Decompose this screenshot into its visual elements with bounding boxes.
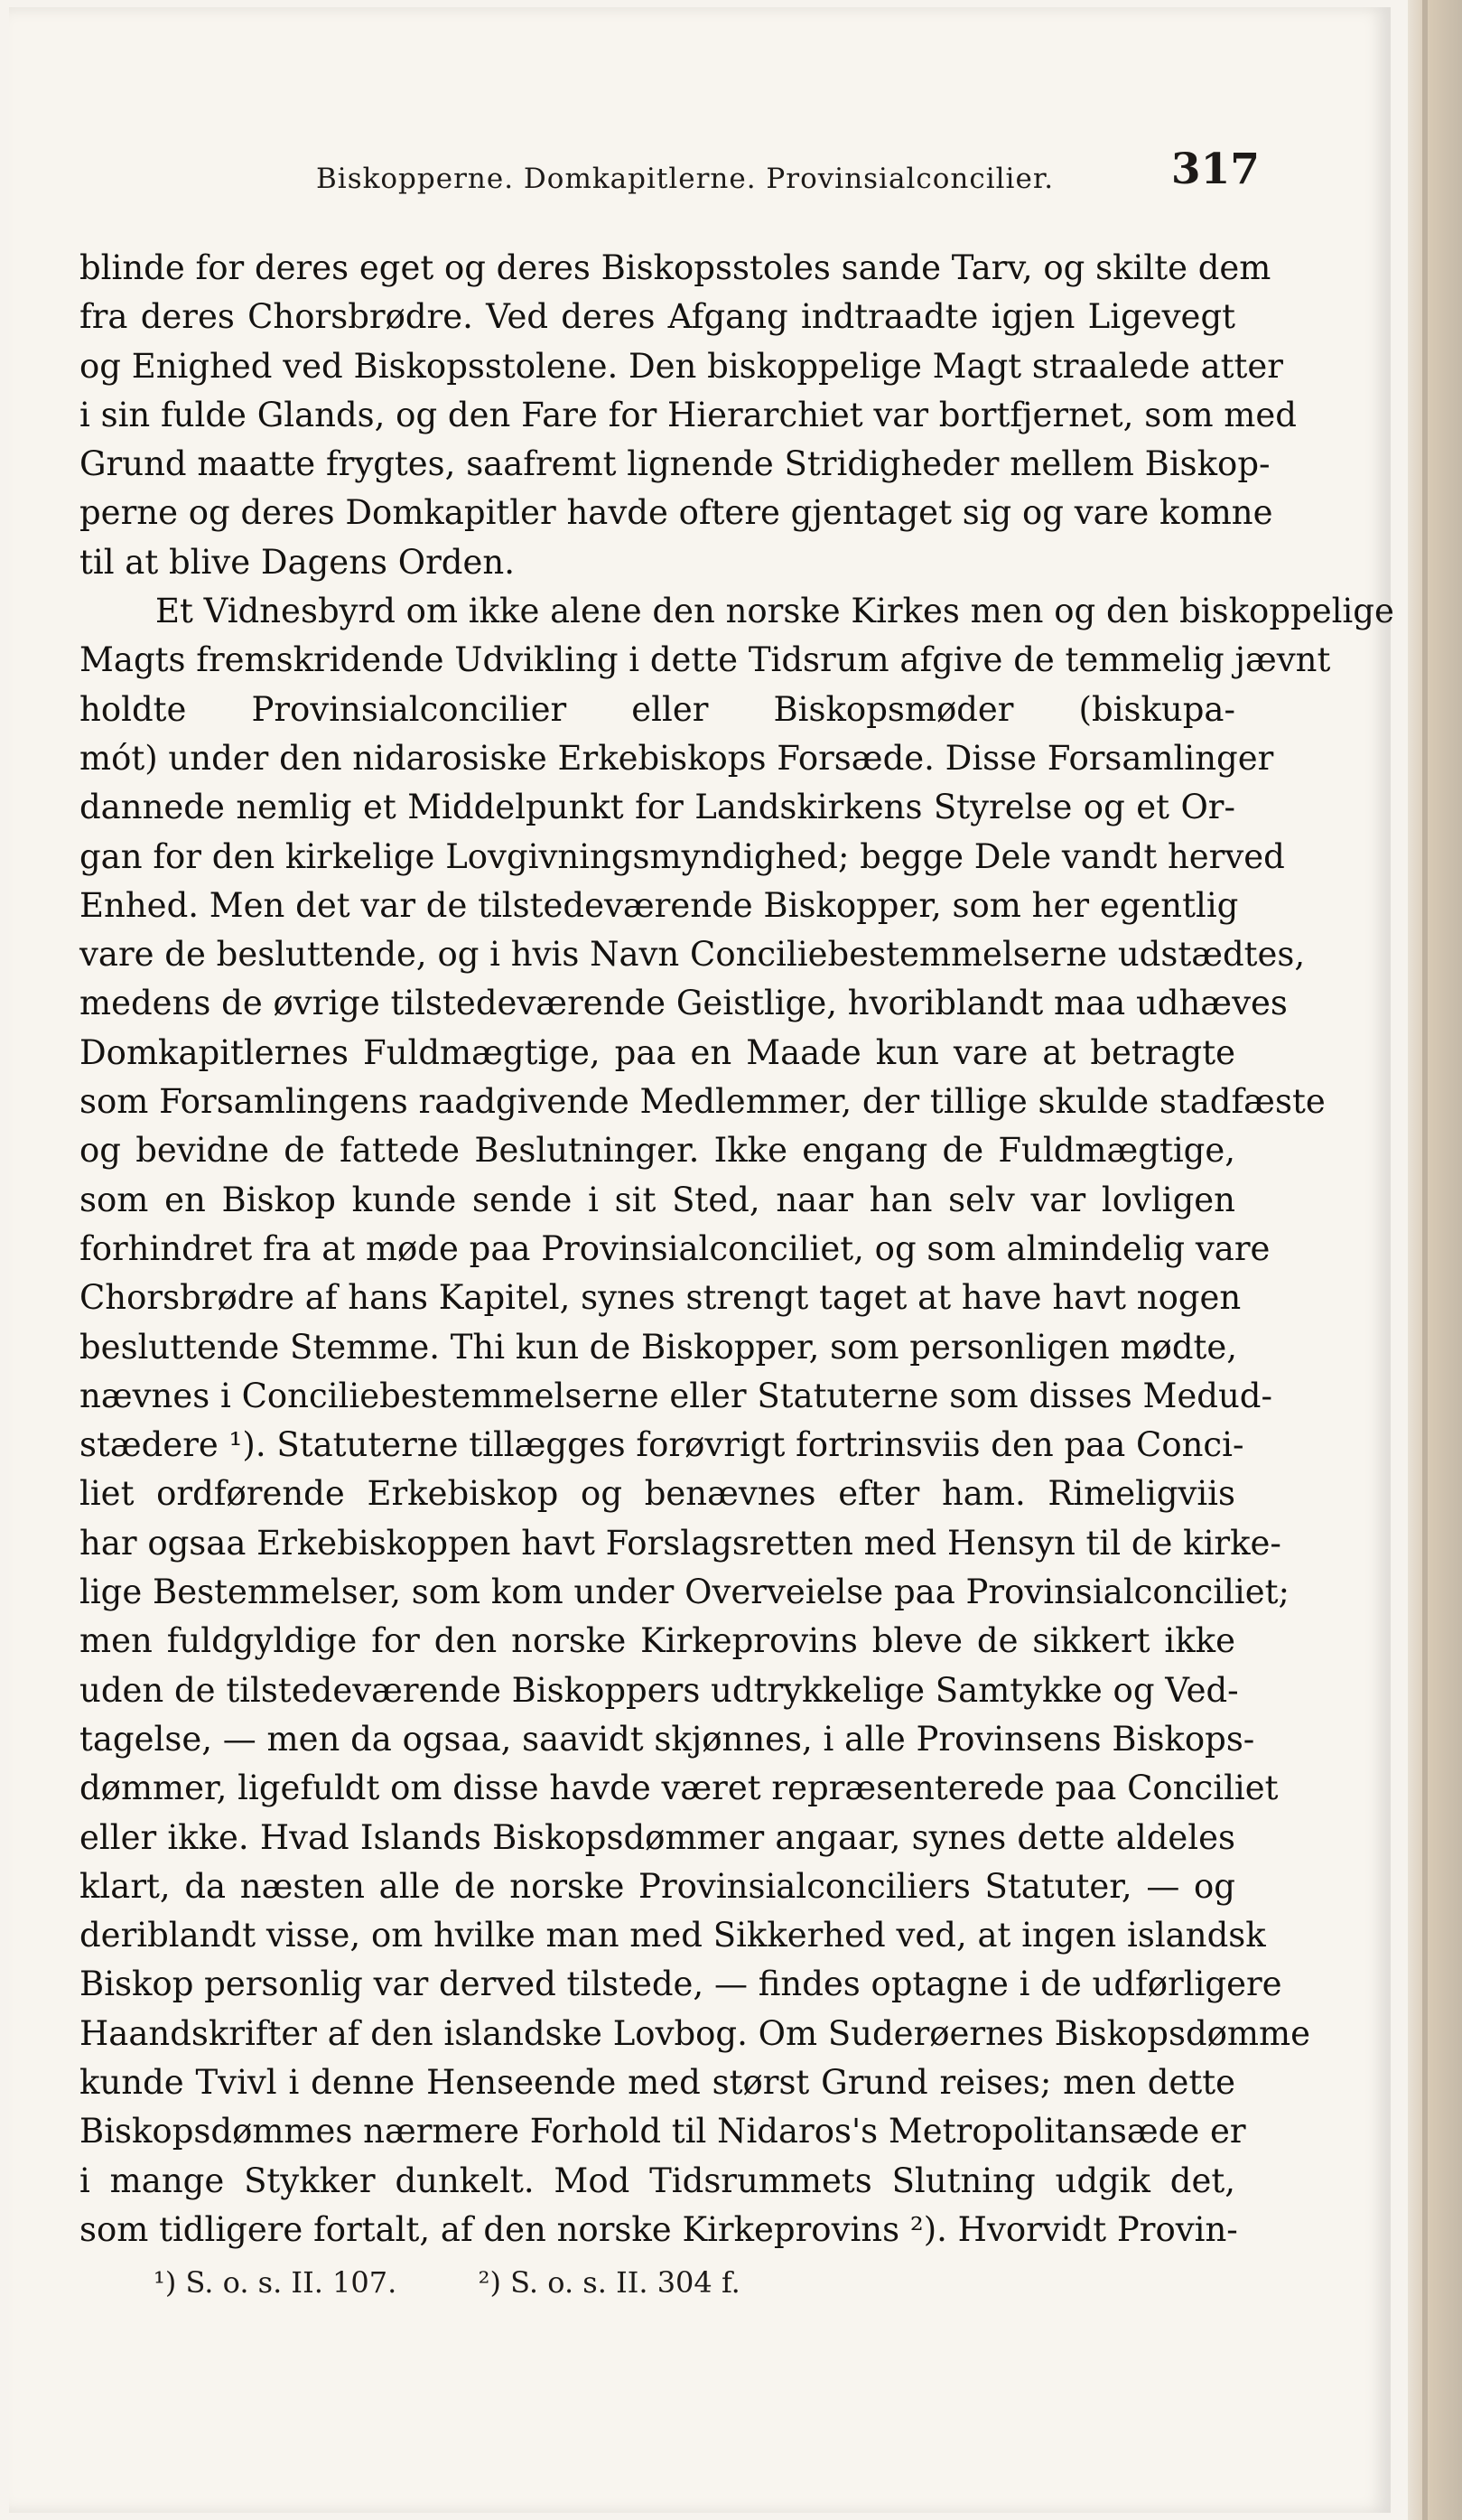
text-line: og bevidne de fattede Beslutninger. Ikke engang de Fuldmægtige, (79, 1131, 1235, 1171)
text-line: mót) under den nidarosiske Erkebiskops Forsæde. Disse Forsamlinger (79, 738, 1274, 778)
text-line: perne og deres Domkapitler havde oftere gjentaget sig og vare komne (79, 493, 1273, 533)
footnotes (154, 2265, 966, 2300)
text-line: Biskop personlig var derved tilstede, — findes optagne i de udførligere (79, 1965, 1282, 2004)
text-line: Enhed. Men det var de tilstedeværende Biskopper, som her egentlig (79, 885, 1239, 925)
text-line: til at blive Dagens Orden. (79, 542, 515, 582)
text-line: holdte Provinsialconcilier eller Biskopsmøder (biskupa- (79, 689, 1235, 729)
text-line: Magts fremskridende Udvikling i dette Tidsrum afgive de temmelig jævnt (79, 640, 1331, 680)
text-line: eller ikke. Hvad Islands Biskopsdømmer angaar, synes dette aldeles (79, 1817, 1235, 1857)
text-line: i mange Stykker dunkelt. Mod Tidsrummets Slutning udgik det, (79, 2161, 1235, 2200)
text-line: blinde for deres eget og deres Biskopsstoles sande Tarv, og skilte dem (79, 248, 1271, 287)
text-line: tagelse, — men da ogsaa, saavidt skjønnes, i alle Provinsens Biskops- (79, 1719, 1255, 1759)
text-line: Et Vidnesbyrd om ikke alene den norske Kirkes men og den biskoppelige (155, 592, 1394, 631)
text-line: Grund maatte frygtes, saafremt lignende Stridigheder mellem Biskop- (79, 444, 1271, 484)
page-number: 317 (1170, 145, 1260, 194)
text-line: vare de besluttende, og i hvis Navn Conciliebestemmelserne udstædtes, (79, 935, 1306, 975)
text-line: stædere ¹). Statuterne tillægges forøvrigt fortrinsviis den paa Conci- (79, 1425, 1244, 1465)
footnote-2: ²) S. o. s. II. 304 f. (478, 2265, 740, 2300)
text-line: lige Bestemmelser, som kom under Overveielse paa Provinsialconciliet; (79, 1573, 1290, 1612)
text-line: nævnes i Conciliebestemmelserne eller Statuterne som disses Medud- (79, 1376, 1272, 1415)
text-line: dannede nemlig et Middelpunkt for Landskirkens Styrelse og et Or- (79, 788, 1235, 827)
text-line: Domkapitlernes Fuldmægtige, paa en Maade kun vare at betragte (79, 1032, 1235, 1072)
text-line: fra deres Chorsbrødre. Ved deres Afgang indtraadte igjen Ligevegt (79, 297, 1235, 337)
page-edge (1408, 0, 1462, 2520)
text-line: som en Biskop kunde sende i sit Sted, naar han selv var lovligen (79, 1180, 1235, 1219)
text-line: Biskopsdømmes nærmere Forhold til Nidaros's Metropolitansæde er (79, 2112, 1246, 2151)
text-line: og Enighed ved Biskopsstolene. Den biskoppelige Magt straalede atter (79, 346, 1283, 386)
text-line: som tidligere fortalt, af den norske Kirkeprovins ²). Hvorvidt Provin- (79, 2209, 1238, 2249)
body-text (79, 244, 1394, 2254)
text-line: liet ordførende Erkebiskop og benævnes efter ham. Rimeligviis (79, 1474, 1235, 1514)
text-line: Haandskrifter af den islandske Lovbog. Om Suderøernes Biskopsdømme (79, 2013, 1311, 2053)
text-line: gan for den kirkelige Lovgivningsmyndighed; begge Dele vandt herved (79, 836, 1285, 876)
text-line: klart, da næsten alle de norske Provinsialconciliers Statuter, — og (79, 1866, 1235, 1906)
text-line: uden de tilstedeværende Biskoppers udtrykkelige Samtykke og Ved- (79, 1670, 1239, 1710)
text-line: har ogsaa Erkebiskoppen havt Forslagsretten med Hensyn til de kirke- (79, 1523, 1281, 1563)
page-edge-shadow (1422, 0, 1428, 2520)
text-line: besluttende Stemme. Thi kun de Biskopper, som personligen mødte, (79, 1327, 1238, 1367)
running-header: Biskopperne. Domkapitlerne. Provinsialconcilier. (316, 163, 1055, 195)
text-line: kunde Tvivl i denne Henseende med størst Grund reises; men dette (79, 2062, 1235, 2102)
text-line: deriblandt visse, om hvilke man med Sikkerhed ved, at ingen islandsk (79, 1916, 1266, 1955)
footnote-1: ¹) S. o. s. II. 107. (154, 2265, 397, 2300)
text-line: som Forsamlingens raadgivende Medlemmer, der tillige skulde stadfæste (79, 1082, 1326, 1122)
text-line: forhindret fra at møde paa Provinsialconciliet, og som almindelig vare (79, 1228, 1271, 1268)
text-line: men fuldgyldige for den norske Kirkeprovins bleve de sikkert ikke (79, 1621, 1235, 1661)
text-line: medens de øvrige tilstedeværende Geistlige, hvoriblandt maa udhæves (79, 984, 1288, 1023)
text-line: Chorsbrødre af hans Kapitel, synes strengt taget at have havt nogen (79, 1278, 1242, 1318)
text-line: i sin fulde Glands, og den Fare for Hierarchiet var bortfjernet, som med (79, 395, 1297, 434)
text-line: dømmer, ligefuldt om disse havde været repræsenterede paa Conciliet (79, 1769, 1279, 1808)
